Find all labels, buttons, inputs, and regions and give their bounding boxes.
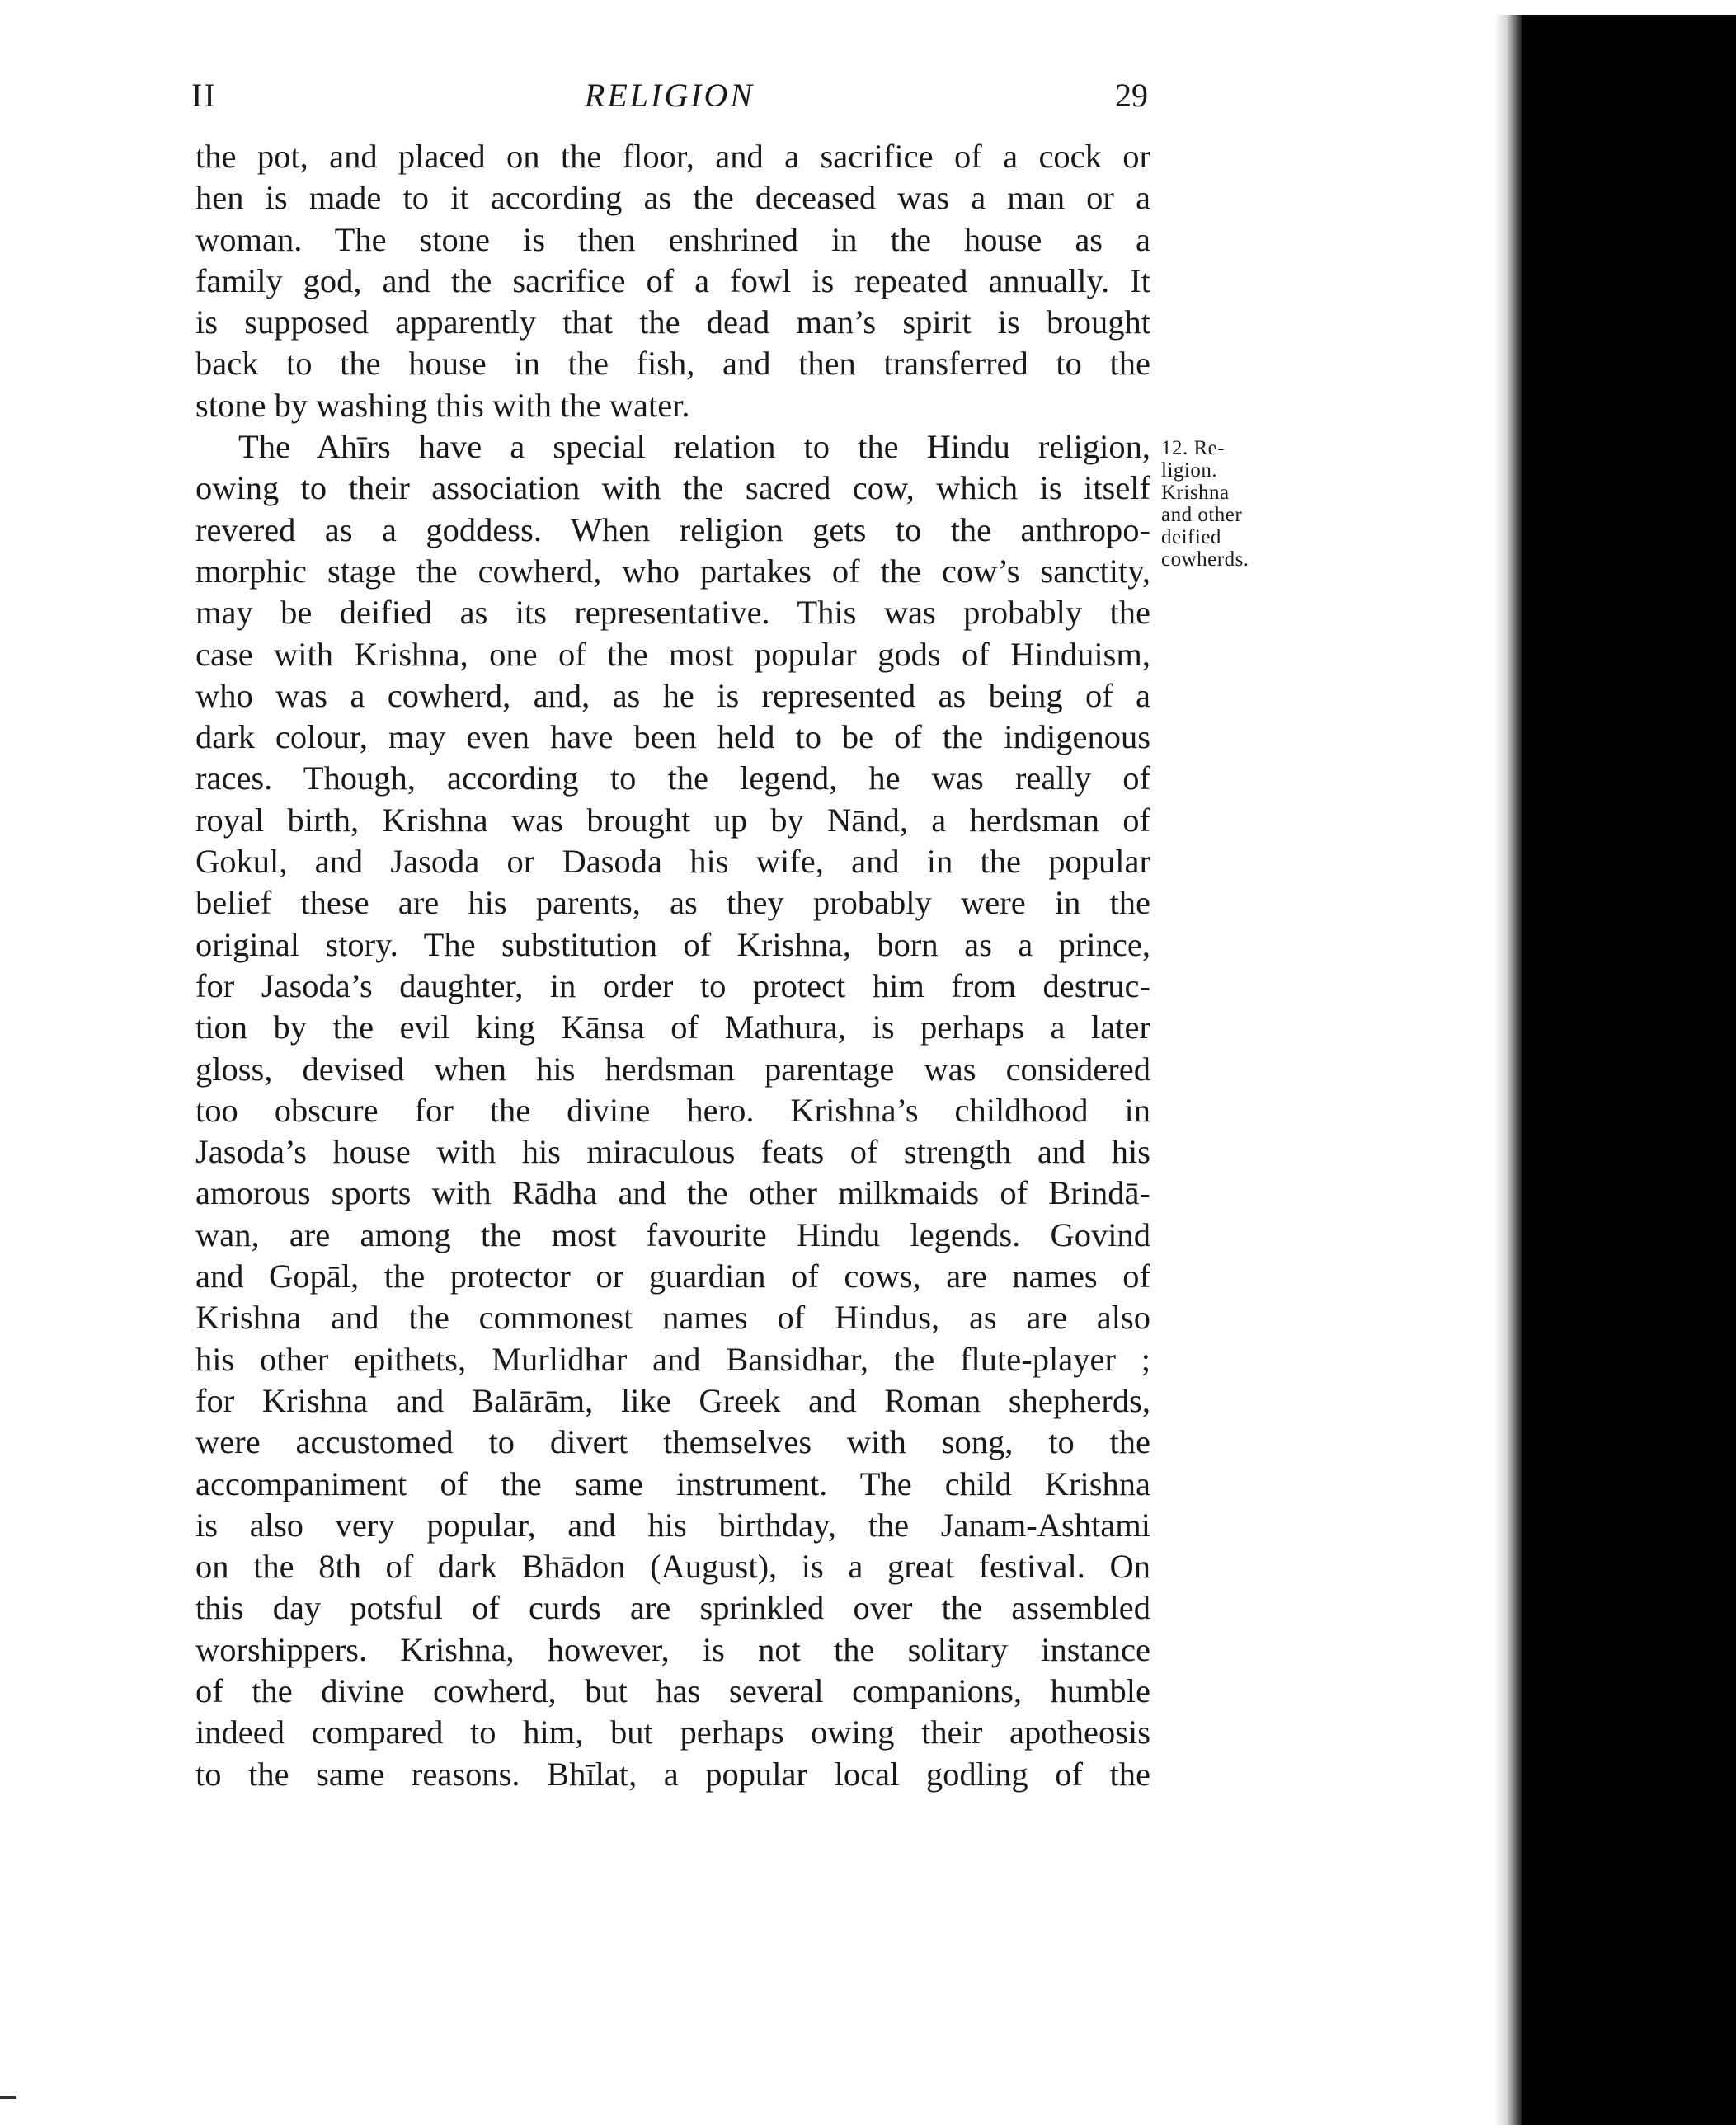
sidenote-line: Krishna <box>1161 482 1230 504</box>
text-line: royal birth, Krishna was brought up by Nānd, a herdsman of <box>195 801 1150 839</box>
text-line: worshippers. Krishna, however, is not the solitary instance <box>195 1630 1150 1668</box>
text-line: and Gopāl, the protector or guardian of cows, are names of <box>195 1258 1150 1295</box>
text-line: wan, are among the most favourite Hindu legends. Govind <box>195 1215 1150 1253</box>
sidenote-line: ligion. <box>1161 459 1218 482</box>
paragraph-start-line: The Ahīrs have a special relation to the Hindu religion, <box>238 428 1150 466</box>
text-line: for Jasoda’s daughter, in order to protect him from destruc- <box>195 966 1150 1004</box>
margin-sidenote <box>1161 437 1277 571</box>
text-line: family god, and the sacrifice of a fowl is repeated annually. It <box>195 261 1150 299</box>
text-line: case with Krishna, one of the most popular gods of Hinduism, <box>195 635 1150 673</box>
text-line: Krishna and the commonest names of Hindus, as are also <box>195 1299 1150 1337</box>
text-line: gloss, devised when his herdsman parentage was considered <box>195 1050 1150 1088</box>
body-text <box>195 136 1150 1795</box>
text-line: stone by washing this with the water. <box>195 386 690 424</box>
text-line: of the divine cowherd, but has several companions, humble <box>195 1671 1150 1709</box>
text-line: races. Though, according to the legend, he was really of <box>195 759 1150 797</box>
text-line: original story. The substitution of Krishna, born as a prince, <box>195 925 1150 963</box>
text-line: this day potsful of curds are sprinkled over the assembled <box>195 1589 1150 1627</box>
scan-shadow-edge <box>1494 15 1524 2125</box>
text-line: dark colour, may even have been held to be of the indigenous <box>195 718 1150 756</box>
text-line: tion by the evil king Kānsa of Mathura, is perhaps a later <box>195 1008 1150 1046</box>
text-line: on the 8th of dark Bhādon (August), is a great festival. On <box>195 1548 1150 1586</box>
text-line: Gokul, and Jasoda or Dasoda his wife, and in the popular <box>195 843 1150 881</box>
text-line: who was a cowherd, and, as he is represented as being of a <box>195 676 1150 714</box>
section-number: II <box>191 77 217 114</box>
text-line: is also very popular, and his birthday, the Janam-Ashtami <box>195 1506 1150 1544</box>
text-line: owing to their association with the sacred cow, which is itself <box>195 469 1150 507</box>
text-line: to the same reasons. Bhīlat, a popular local godling of the <box>195 1755 1150 1793</box>
running-header <box>191 76 1148 117</box>
text-line: his other epithets, Murlidhar and Bansidhar, the flute-player ; <box>195 1340 1150 1378</box>
sidenote-line: 12. Re- <box>1161 437 1226 459</box>
text-line: is supposed apparently that the dead man’s spirit is brought <box>195 303 1150 341</box>
page-number: 29 <box>1115 77 1148 114</box>
sidenote-line: deified <box>1161 526 1221 548</box>
sidenote-line: and other <box>1161 504 1243 526</box>
text-line: revered as a goddess. When religion gets to the anthropo- <box>195 510 1150 548</box>
sidenote-line: cowherds. <box>1161 548 1249 571</box>
text-line: the pot, and placed on the floor, and a sacrifice of a cock or <box>195 138 1150 175</box>
text-line: were accustomed to divert themselves with song, to the <box>195 1423 1150 1461</box>
text-line: may be deified as its representative. This was probably the <box>195 594 1150 632</box>
text-line: Jasoda’s house with his miraculous feats of strength and his <box>195 1133 1150 1171</box>
scan-mark <box>0 2096 16 2099</box>
scan-dark-margin <box>1522 15 1736 2125</box>
text-line: morphic stage the cowherd, who partakes of the cow’s sanctity, <box>195 552 1150 590</box>
text-line: amorous sports with Rādha and the other milkmaids of Brindā- <box>195 1174 1150 1212</box>
text-line: indeed compared to him, but perhaps owing their apotheosis <box>195 1714 1150 1751</box>
text-line: woman. The stone is then enshrined in the house as a <box>195 220 1150 258</box>
text-line: too obscure for the divine hero. Krishna’s childhood in <box>195 1091 1150 1129</box>
text-line: back to the house in the fish, and then transferred to the <box>195 345 1150 383</box>
text-line: belief these are his parents, as they probably were in the <box>195 884 1150 922</box>
text-line: accompaniment of the same instrument. The child Krishna <box>195 1464 1150 1502</box>
running-title: RELIGION <box>584 77 755 114</box>
text-line: for Krishna and Balārām, like Greek and Roman shepherds, <box>195 1381 1150 1419</box>
text-line: hen is made to it according as the deceased was a man or a <box>195 179 1150 217</box>
